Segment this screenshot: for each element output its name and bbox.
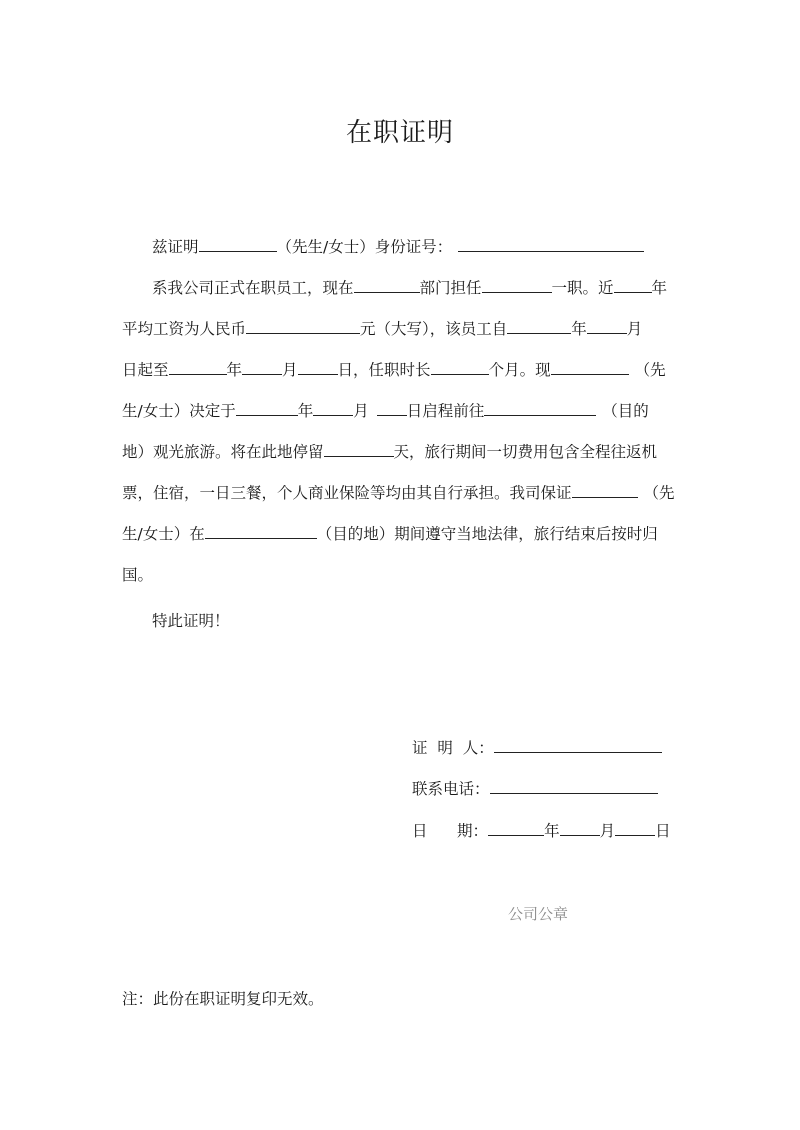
date-label: 日 期：	[412, 822, 489, 840]
text: 年	[226, 361, 243, 379]
depart-year-blank[interactable]	[236, 400, 298, 416]
text: 月	[353, 402, 369, 420]
date-day-blank[interactable]	[615, 820, 655, 836]
company-seal: 公司公章	[508, 905, 569, 923]
date-month-blank[interactable]	[560, 820, 600, 836]
text: 月	[626, 320, 643, 338]
destination-2-blank[interactable]	[205, 523, 317, 539]
body-line-6	[122, 441, 657, 463]
id-number-blank[interactable]	[458, 236, 644, 252]
month-text: 月	[599, 822, 616, 840]
body-line-9: 国。	[122, 566, 154, 584]
date-year-blank[interactable]	[488, 820, 544, 836]
body-line-8	[122, 523, 658, 545]
body-line-2	[152, 277, 667, 299]
destination-blank[interactable]	[484, 400, 596, 416]
phone-row	[412, 778, 658, 800]
guarantee-name-blank[interactable]	[572, 482, 638, 498]
start-year-blank[interactable]	[507, 318, 571, 334]
text: 日，任职时长	[337, 361, 431, 379]
stay-days-blank[interactable]	[324, 441, 394, 457]
text: 日起至	[122, 361, 169, 379]
certifier-label: 证 明 人：	[412, 739, 494, 757]
text: （目的地）期间遵守当地法律，旅行结束后按时归	[316, 525, 658, 543]
text: 年	[571, 320, 587, 338]
text: 个月。现	[488, 361, 551, 379]
start-month-blank[interactable]	[587, 318, 627, 334]
salary-blank[interactable]	[246, 318, 360, 334]
text: 年	[651, 279, 668, 297]
text: （先	[634, 361, 666, 379]
body-line-1	[152, 236, 644, 258]
depart-day-blank[interactable]	[377, 400, 407, 416]
date-row	[412, 820, 671, 842]
position-blank[interactable]	[482, 277, 552, 293]
traveler-name-blank[interactable]	[551, 359, 629, 375]
certifier-blank[interactable]	[494, 737, 662, 753]
text: （目的	[602, 402, 649, 420]
body-line-5	[122, 400, 649, 422]
end-year-blank[interactable]	[169, 359, 227, 375]
text: 月	[282, 361, 298, 379]
text: 地）观光旅游。将在此地停留	[122, 443, 324, 461]
body-line-7	[122, 482, 675, 504]
text: 元（大写），该员工自	[360, 320, 508, 338]
end-day-blank[interactable]	[298, 359, 338, 375]
name-blank[interactable]	[199, 236, 277, 252]
text: 平均工资为人民币	[122, 320, 247, 338]
years-blank[interactable]	[614, 277, 652, 293]
text: 兹证明	[152, 238, 199, 256]
text: 天，旅行期间一切费用包含全程往返机	[393, 443, 658, 461]
day-text: 日	[655, 822, 671, 840]
text: 年	[297, 402, 314, 420]
page-title: 在职证明	[345, 118, 454, 148]
closing-text: 特此证明！	[152, 612, 230, 630]
tenure-months-blank[interactable]	[431, 359, 489, 375]
text: （先生/女士）身份证号：	[276, 238, 453, 256]
text: 票，住宿，一日三餐，个人商业保险等均由其自行承担。我司保证	[122, 484, 572, 502]
certifier-row	[412, 737, 662, 759]
phone-blank[interactable]	[490, 778, 658, 794]
text: 生/女士）在	[122, 525, 205, 543]
text: 生/女士）决定于	[122, 402, 236, 420]
text: 一职。近	[551, 279, 614, 297]
text: 部门担任	[419, 279, 482, 297]
text: 日启程前往	[406, 402, 485, 420]
footer-note: 注：此份在职证明复印无效。	[122, 990, 324, 1008]
text: （先	[643, 484, 675, 502]
body-line-4	[122, 359, 666, 381]
year-text: 年	[544, 822, 560, 840]
department-blank[interactable]	[354, 277, 420, 293]
depart-month-blank[interactable]	[313, 400, 353, 416]
end-month-blank[interactable]	[242, 359, 282, 375]
text: 系我公司正式在职员工，现在	[152, 279, 354, 297]
body-line-3	[122, 318, 642, 340]
phone-label: 联系电话：	[412, 780, 490, 798]
